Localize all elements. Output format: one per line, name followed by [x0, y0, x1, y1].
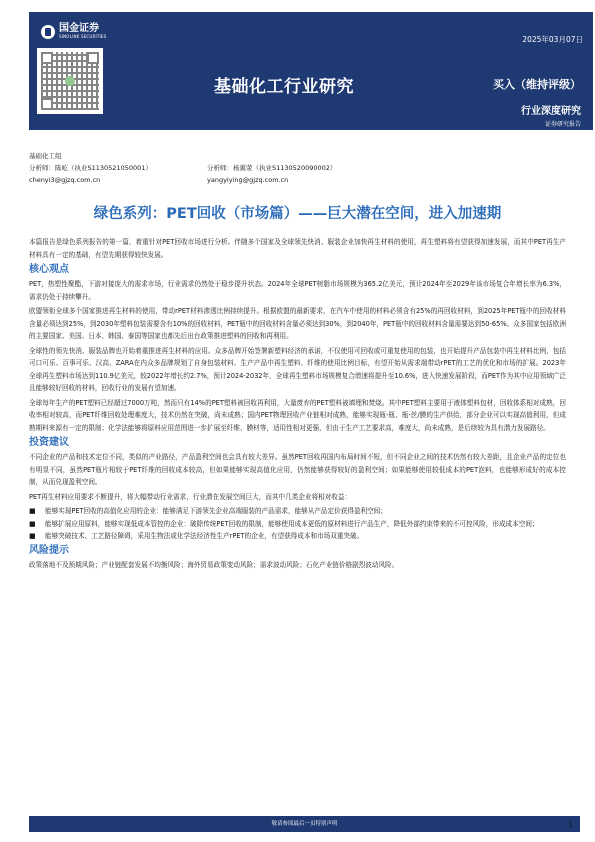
analyst-name: 分析师：陈屹（执业S1130521050001） — [29, 164, 152, 172]
report-subtype: 证券研究报告 — [544, 121, 581, 128]
footer-bar — [29, 816, 580, 832]
core-paragraph: 全球性的领先快消、服装品牌也开始着重推进再生材料的应用。众多品牌开始签署新塑料经济的承诺，不仅使用可回收或可重复使用的包装，也开始提升产品包装中再生材料比例，包括可口可乐、百事可乐、汉高、ZARA在内众多品牌规划了自身包装材料、生产产品中再生塑料、纤维的使用比例目标，有望开始从需求端带动rPET的工艺的优化和市场的扩展。2023年全球再生塑料市场达到110.9亿美元，较2022年增长约2.7%，预计2024-2032年，全球再生塑料市场规模复合增速将提升至10.6%，进入快速发展阶段，而PET作为其中应用领域广泛且能够较好回收的材料，回收行业的发展有望加速。 — [29, 346, 566, 392]
header-banner — [29, 12, 593, 130]
team-name: 基础化工组 — [29, 152, 62, 160]
sinolink-logo-icon — [41, 25, 55, 39]
list-item-text: 能够突破技术、工艺路径障碍，采用生物法或化学法经济性生产rPET的企业，有望获得成本和市场双重突破。 — [45, 532, 364, 540]
square-bullet-icon: ■ — [29, 532, 36, 540]
analyst-block — [29, 162, 152, 186]
list-item-text: 能够扩展应用原料，能够实现低成本管控的企业：破除传统PET回收的限制，能够使用成本更低的原材料进行产品生产，降低外部约束带来的不可控风险，形成成本空间； — [45, 519, 539, 528]
core-paragraph: 全球每年生产的PET塑料已经超过7000万吨，然而只有14%的PET塑料被回收再利用，大量废弃的PET塑料被填埋和焚烧。其中PET塑料主要用于液体塑料包材，回收体系相对成熟，回收率相对较高，而PET纤维回收处理难度大，技术仍然在突破，尚未成熟；国内PET物理回收产业链相对成熟，能够实现瓶-瓶、瓶-丝/膜的生产供给，部分企业可以实现高值利用，但成熟期料来源有一定的限制；化学法能够将原料应用范围进一步扩展至纤维、膜材等，适用性相对更强，但由于生产工艺要求高，难度大，尚未成熟，是后续较为具有潜力发展路径。 — [29, 398, 566, 432]
section-heading-invest: 投资建议 — [29, 437, 69, 448]
qr-code-icon — [37, 48, 103, 114]
logo-english-name: SINOLINK SECURITIES — [59, 34, 107, 39]
section-heading-core: 核心观点 — [29, 264, 69, 275]
list-item-text: 能够实现PET回收的高值化应用的企业：能够满足下游领先企业高端服装的产品需求，能够从产品定价获得盈利空间； — [45, 507, 387, 515]
core-paragraph: PET，热塑性聚酯，下游对接庞大的需求市场，行业需求仍然处于稳步提升状态。2024年全球PET树脂市场规模为365.2亿美元，预计2024年至2029年该市场复合年增长率为6.3%，需求仍处于持续攀升。 — [29, 280, 566, 301]
core-paragraph: 欧盟领衔全球多个国家推进再生材料的使用，带动rPET材料渗透比例持续提升。根据欧盟的最新要求，在汽车中使用的材料必须含有25%的再回收材料，到2025年PET瓶中的回收材料含量必须达到25%，到2030年塑料包装需要含有10%的回收材料，PET瓶中的回收材料含量必须达到30%，到2040年，PET瓶中的回收材料含量需要达到50-65%。众多国家包括欧洲的主要国家、美国、日本、韩国、泰国等国家也都先后出台政策推进塑料的回收和再利用。 — [29, 307, 566, 340]
list-item — [29, 518, 566, 531]
analyst-email: yangyiying@gjzq.com.cn — [207, 176, 289, 184]
report-body — [29, 236, 566, 573]
invest-paragraph: PET再生材料应用要求不断提升，将大幅带动行业需求，行业潜在发展空间巨大，而其中几类企业将相对收益： — [29, 492, 352, 501]
page-number: 1 — [568, 820, 573, 829]
list-item — [29, 530, 566, 543]
section-heading-risk: 风险提示 — [29, 544, 69, 556]
logo-chinese-name: 国金证券 — [59, 23, 99, 34]
analyst-block — [207, 162, 336, 186]
report-type: 行业深度研究 — [521, 106, 581, 117]
intro-paragraph: 本篇报告是绿色系列报告的第一篇，着重针对PET回收市场进行分析。伴随多个国家及全球领先快消、服装企业加快再生材料的使用，再生塑料将有望获得加速发展，而其中PET再生产材料具有一定的基础，有望先期获得较快发展。 — [29, 238, 566, 259]
report-date: 2025年03月07日 — [522, 35, 583, 44]
square-bullet-icon: ■ — [29, 519, 36, 528]
analyst-name: 分析师：杨翼荥（执业S1130520090002） — [207, 164, 337, 172]
report-category-title: 基础化工行业研究 — [214, 77, 354, 97]
list-item — [29, 505, 566, 518]
footer-disclaimer: 敬请参阅最后一页特别声明 — [271, 821, 338, 827]
analyst-email: chenyi3@gjzq.com.cn — [29, 176, 101, 184]
square-bullet-icon: ■ — [29, 507, 36, 515]
invest-paragraph: 不同企业的产品和技术定位不同，类似的产业路径，产品盈利空间也会具有较大差异。虽然PET回收再国内布局时间不短，但不同企业之间的技术仍然有较大差距，且企业产品的定位也有明显不同，虽然PET瓶片相较于PET纤维的回收成本较高，但如果能够实现高值化应用，仍然能够获得较好的盈利空间；如果能够使用较低成本的PET泡料，也能够形成好的成本控制，从而兑现盈利空间。 — [29, 453, 566, 486]
main-title: 绿色系列：PET回收（市场篇）——巨大潜在空间，进入加速期 — [93, 206, 502, 222]
company-logo — [41, 24, 106, 39]
risk-paragraph: 政策落地不及预期风险；产业链配套发展不均衡风险；海外贸易政策变动风险；需求波动风险；石化产业链价格剧烈波动风险。 — [29, 560, 399, 569]
rating-label: 买入（维持评级） — [493, 78, 581, 91]
